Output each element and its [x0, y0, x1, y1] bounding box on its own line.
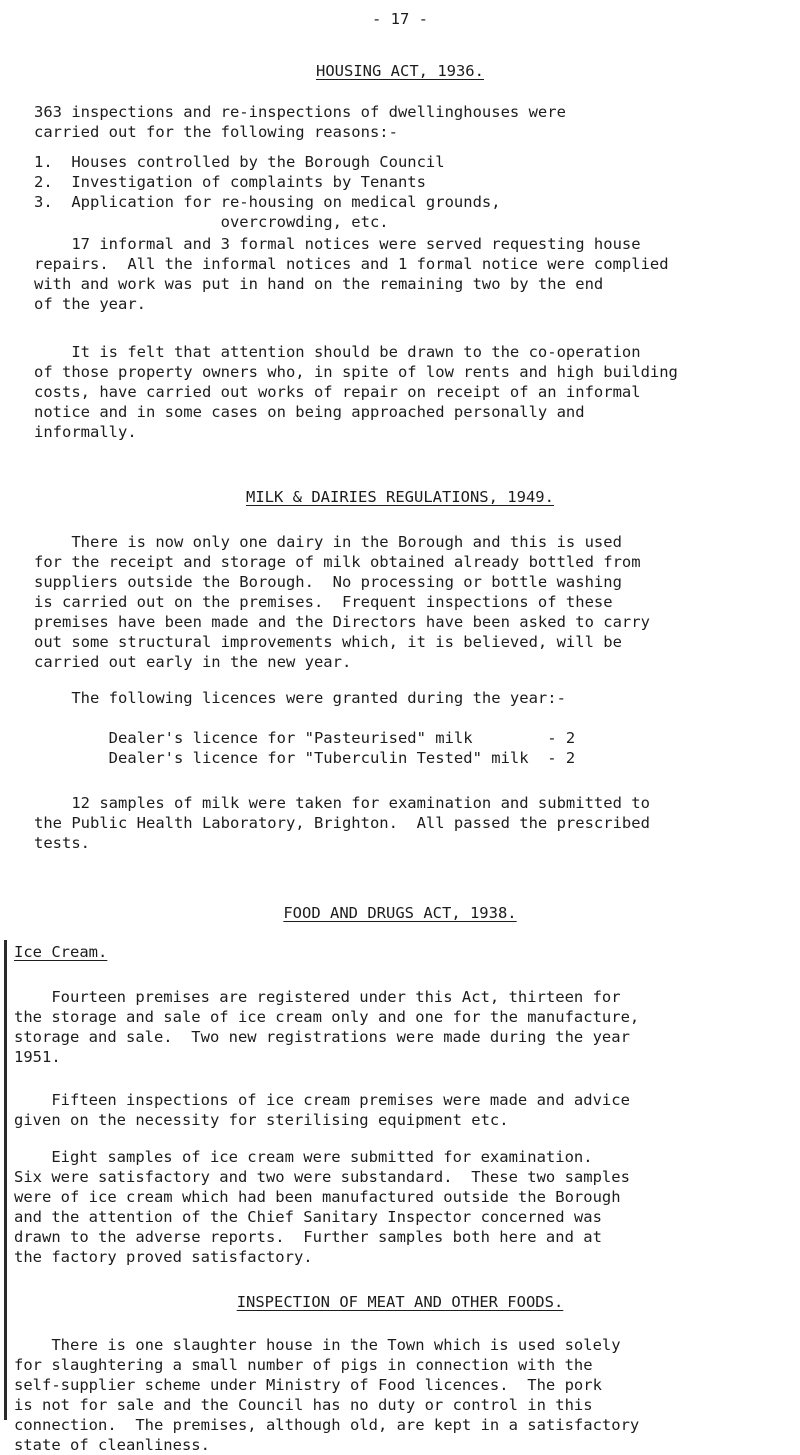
text-line: suppliers outside the Borough. No processing or bottle washing [34, 573, 622, 591]
text-line: notice and in some cases on being approached personally and [34, 403, 585, 421]
text-line: repairs. All the informal notices and 1 formal notice were complied [34, 255, 669, 273]
text-line: the storage and sale of ice cream only and one for the manufacture, [14, 1008, 640, 1026]
text-line: were of ice cream which had been manufactured outside the Borough [14, 1188, 621, 1206]
text-line: Eight samples of ice cream were submitted for examination. [14, 1148, 593, 1166]
text-line: state of cleanliness. [14, 1436, 210, 1454]
milk-licences-list [34, 728, 575, 768]
text-line: It is felt that attention should be drawn to the co-operation [34, 343, 641, 361]
ice-cream-subheading: Ice Cream. [14, 943, 108, 961]
text-line: of those property owners who, in spite of low rents and high building [34, 363, 678, 381]
text-line: is not for sale and the Council has no duty or control in this [14, 1396, 593, 1414]
page-number: - 17 - [372, 10, 428, 28]
text-line: premises have been made and the Directors have been asked to carry [34, 613, 650, 631]
milk-samples-paragraph [34, 793, 650, 853]
text-line: Fourteen premises are registered under this Act, thirteen for [14, 988, 621, 1006]
text-line: is carried out on the premises. Frequent inspections of these [34, 593, 613, 611]
text-line: carried out for the following reasons:- [34, 123, 398, 141]
milk-licences-intro: The following licences were granted during the year:- [34, 689, 566, 707]
text-line: 1951. [14, 1048, 61, 1066]
text-line: tests. [34, 834, 90, 852]
text-line: self-supplier scheme under Ministry of Food licences. The pork [14, 1376, 602, 1394]
text-line: of the year. [34, 295, 146, 313]
text-line: overcrowding, etc. [34, 213, 389, 231]
text-line: connection. The premises, although old, are kept in a satisfactory [14, 1416, 640, 1434]
text-line: for slaughtering a small number of pigs in connection with the [14, 1356, 593, 1374]
text-line: Fifteen inspections of ice cream premises were made and advice [14, 1091, 630, 1109]
food-heading: FOOD AND DRUGS ACT, 1938. [283, 904, 517, 922]
ice-cream-samples-paragraph [14, 1147, 630, 1267]
text-line: drawn to the adverse reports. Further samples both here and at [14, 1228, 602, 1246]
text-line: given on the necessity for sterilising equipment etc. [14, 1111, 509, 1129]
text-line: 3. Application for re-housing on medical grounds, [34, 193, 501, 211]
scan-margin-line [4, 940, 7, 1420]
text-line: carried out early in the new year. [34, 653, 352, 671]
text-line: and the attention of the Chief Sanitary Inspector concerned was [14, 1208, 602, 1226]
housing-heading: HOUSING ACT, 1936. [316, 62, 484, 80]
text-line: 1. Houses controlled by the Borough Council [34, 153, 445, 171]
text-line: with and work was put in hand on the remaining two by the end [34, 275, 604, 293]
milk-heading: MILK & DAIRIES REGULATIONS, 1949. [246, 488, 554, 506]
text-line: 12 samples of milk were taken for examination and submitted to [34, 794, 650, 812]
housing-intro [34, 102, 566, 142]
meat-heading: INSPECTION OF MEAT AND OTHER FOODS. [236, 1293, 564, 1311]
text-line: storage and sale. Two new registrations were made during the year [14, 1028, 630, 1046]
text-line: Dealer's licence for "Tuberculin Tested" milk - 2 [34, 749, 576, 767]
text-line: 363 inspections and re-inspections of dwellinghouses were [34, 103, 566, 121]
ice-cream-inspections-paragraph [14, 1090, 630, 1130]
text-line: for the receipt and storage of milk obtained already bottled from [34, 553, 641, 571]
text-line: the factory proved satisfactory. [14, 1248, 313, 1266]
meat-slaughter-paragraph [14, 1335, 639, 1455]
text-line: There is now only one dairy in the Borough and this is used [34, 533, 622, 551]
text-line: informally. [34, 423, 137, 441]
text-line: 2. Investigation of complaints by Tenants [34, 173, 426, 191]
text-line: 17 informal and 3 formal notices were served requesting house [34, 235, 641, 253]
housing-cooperation-paragraph [34, 342, 678, 442]
milk-dairy-paragraph [34, 532, 650, 672]
text-line: out some structural improvements which, it is believed, will be [34, 633, 622, 651]
ice-cream-premises-paragraph [14, 987, 639, 1067]
text-line: the Public Health Laboratory, Brighton. All passed the prescribed [34, 814, 650, 832]
text-line: costs, have carried out works of repair on receipt of an informal [34, 383, 641, 401]
housing-notices-paragraph [34, 234, 669, 314]
housing-reasons-list [34, 152, 501, 232]
text-line: Six were satisfactory and two were substandard. These two samples [14, 1168, 630, 1186]
text-line: Dealer's licence for "Pasteurised" milk - 2 [34, 729, 576, 747]
text-line: There is one slaughter house in the Town which is used solely [14, 1336, 621, 1354]
